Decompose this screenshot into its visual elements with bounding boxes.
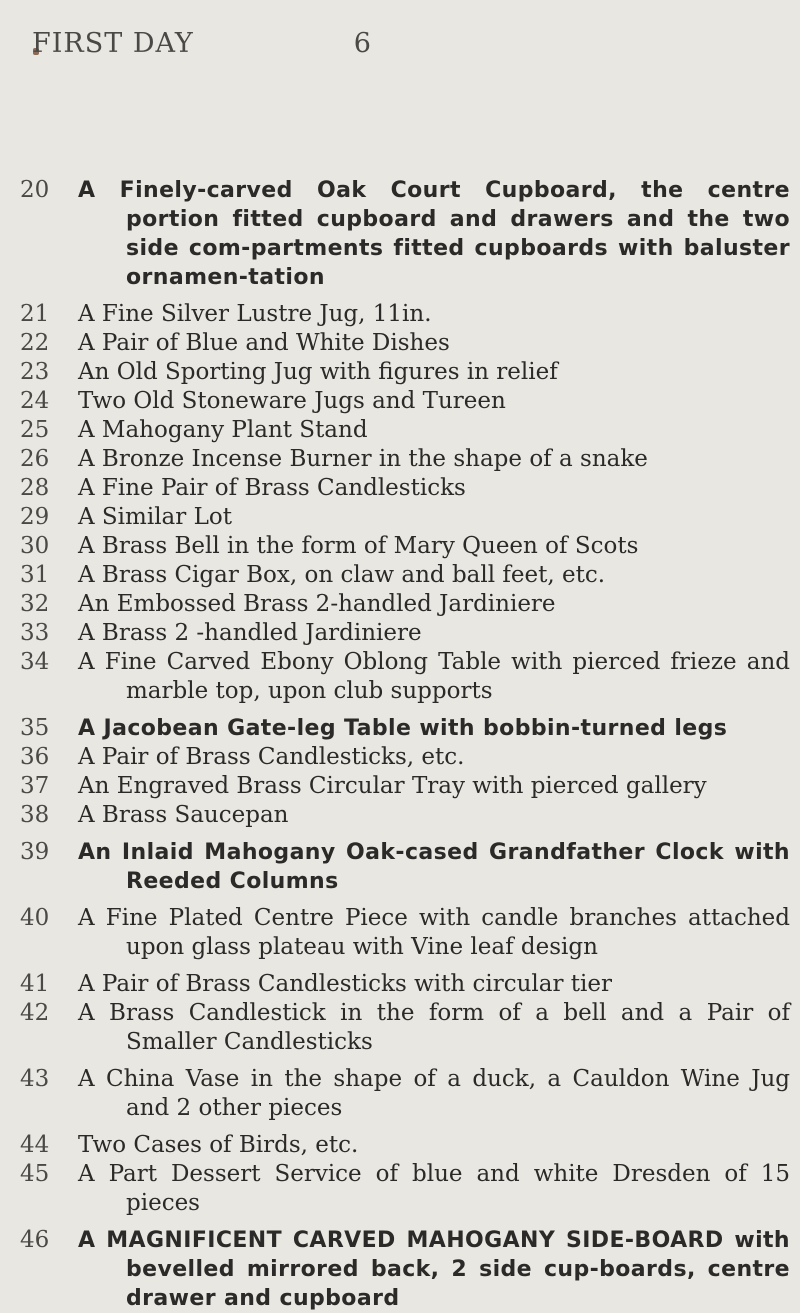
lot-description: A Finely-carved Oak Court Cupboard, the centre portion fitted cupboard and drawers and the two side com-partments fitted cupboards with baluster ornamen-tation — [78, 178, 790, 290]
lot-description: A Fine Plated Centre Piece with candle branches attached upon glass plateau with Vine leaf design — [78, 905, 790, 960]
lot-number: 32 — [20, 591, 50, 617]
lot-spacer — [20, 1057, 790, 1065]
lot-description: A Jacobean Gate-leg Table with bobbin-turned legs — [78, 716, 728, 741]
lot-description: An Engraved Brass Circular Tray with pierced gallery — [78, 773, 707, 799]
lot-number: 21 — [20, 301, 50, 327]
lot-number: 36 — [20, 744, 50, 770]
lot-description: A Brass 2 -handled Jardiniere — [78, 620, 422, 646]
lot-item — [20, 300, 790, 329]
lot-number: 37 — [20, 773, 50, 799]
lot-item — [20, 358, 790, 387]
lot-item — [20, 561, 790, 590]
lot-spacer — [20, 962, 790, 970]
lot-number: 34 — [20, 649, 50, 675]
lot-item — [20, 743, 790, 772]
lot-spacer — [20, 292, 790, 300]
lot-number: 46 — [20, 1227, 50, 1253]
lot-spacer — [20, 896, 790, 904]
lot-number: 39 — [20, 839, 50, 865]
lot-description: A MAGNIFICENT CARVED MAHOGANY SIDE-BOARD with bevelled mirrored back, 2 side cup-boards, centre drawer and cupboard — [78, 1228, 790, 1311]
lot-number: 41 — [20, 971, 50, 997]
lot-number: 31 — [20, 562, 50, 588]
lot-description: A Part Dessert Service of blue and white Dresden of 15 pieces — [78, 1161, 790, 1216]
lot-description: An Inlaid Mahogany Oak-cased Grandfather Clock with Reeded Columns — [78, 840, 790, 894]
lot-description: A Similar Lot — [78, 504, 232, 530]
lot-number: 20 — [20, 177, 50, 203]
lot-item — [20, 503, 790, 532]
lot-item — [20, 999, 790, 1057]
lot-item — [20, 619, 790, 648]
lot-number: 24 — [20, 388, 50, 414]
lot-number: 26 — [20, 446, 50, 472]
lot-description: Two Old Stoneware Jugs and Tureen — [78, 388, 506, 414]
lot-description: An Old Sporting Jug with figures in relief — [78, 359, 558, 385]
lot-description: A Fine Carved Ebony Oblong Table with pierced frieze and marble top, upon club supports — [78, 649, 790, 704]
lot-description: A Brass Candlestick in the form of a bell and a Pair of Smaller Candlesticks — [78, 1000, 790, 1055]
lot-number: 22 — [20, 330, 50, 356]
lot-item — [20, 772, 790, 801]
lot-item — [20, 445, 790, 474]
lot-item — [20, 1131, 790, 1160]
page-number: 6 — [353, 28, 372, 59]
lot-description: A China Vase in the shape of a duck, a Cauldon Wine Jug and 2 other pieces — [78, 1066, 790, 1121]
lot-item — [20, 474, 790, 503]
lot-item — [20, 532, 790, 561]
lot-description: A Mahogany Plant Stand — [78, 417, 368, 443]
lot-item — [20, 904, 790, 962]
lot-number: 33 — [20, 620, 50, 646]
lot-spacer — [20, 830, 790, 838]
lot-item — [20, 590, 790, 619]
lot-number: 42 — [20, 1000, 50, 1026]
lot-description: A Brass Bell in the form of Mary Queen of Scots — [78, 533, 639, 559]
lot-description: A Bronze Incense Burner in the shape of a snake — [78, 446, 648, 472]
lot-number: 28 — [20, 475, 50, 501]
lot-number: 29 — [20, 504, 50, 530]
lot-item — [20, 714, 790, 743]
lot-item — [20, 1160, 790, 1218]
lot-description: A Brass Saucepan — [78, 802, 289, 828]
lot-spacer — [20, 1218, 790, 1226]
lot-list — [20, 176, 790, 1313]
page-header — [32, 28, 372, 59]
lot-description: A Brass Cigar Box, on claw and ball feet, etc. — [78, 562, 606, 588]
lot-description: A Pair of Brass Candlesticks, etc. — [78, 744, 465, 770]
lot-number: 43 — [20, 1066, 50, 1092]
lot-item — [20, 387, 790, 416]
lot-description: A Fine Pair of Brass Candlesticks — [78, 475, 466, 501]
lot-item — [20, 838, 790, 896]
lot-item — [20, 1226, 790, 1313]
lot-number: 25 — [20, 417, 50, 443]
page-title: FIRST DAY — [32, 28, 194, 59]
lot-number: 38 — [20, 802, 50, 828]
lot-item — [20, 648, 790, 706]
lot-item — [20, 801, 790, 830]
lot-spacer — [20, 706, 790, 714]
lot-description: A Pair of Brass Candlesticks with circular tier — [78, 971, 612, 997]
lot-item — [20, 1065, 790, 1123]
lot-description: Two Cases of Birds, etc. — [78, 1132, 359, 1158]
lot-item — [20, 329, 790, 358]
lot-spacer — [20, 1123, 790, 1131]
lot-description: A Fine Silver Lustre Jug, 11in. — [78, 301, 432, 327]
lot-item — [20, 970, 790, 999]
lot-description: An Embossed Brass 2-handled Jardiniere — [78, 591, 556, 617]
lot-number: 35 — [20, 715, 50, 741]
lot-item — [20, 176, 790, 292]
lot-number: 40 — [20, 905, 50, 931]
lot-number: 44 — [20, 1132, 50, 1158]
lot-description: A Pair of Blue and White Dishes — [78, 330, 450, 356]
lot-number: 45 — [20, 1161, 50, 1187]
lot-item — [20, 416, 790, 445]
lot-number: 30 — [20, 533, 50, 559]
lot-number: 23 — [20, 359, 50, 385]
